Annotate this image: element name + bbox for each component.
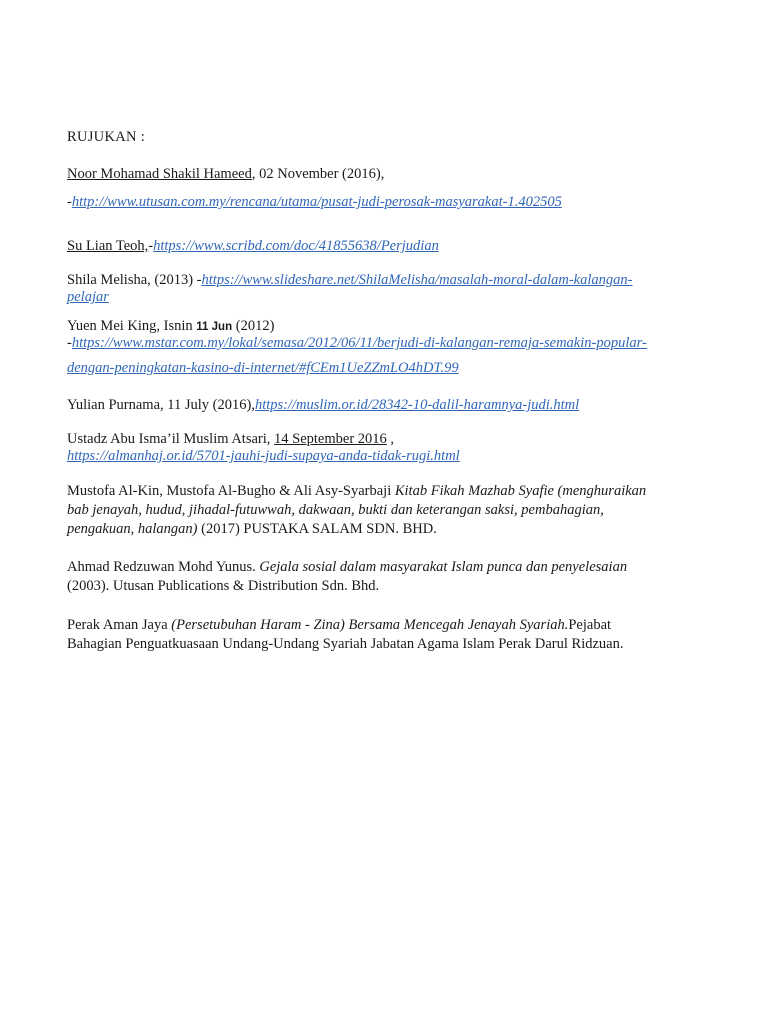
- reference-5: [67, 397, 579, 414]
- reference-4-link-part-2[interactable]: dengan-peningkatan-kasino-di-internet/#fCEm1UeZZmLO4hDT.99: [67, 360, 459, 376]
- reference-9-line-1: [67, 617, 611, 634]
- reference-1-link[interactable]: http://www.utusan.com.my/rencana/utama/pusat-judi-perosak-masyarakat-1.402505: [71, 194, 562, 210]
- references-heading: RUJUKAN :: [67, 129, 146, 145]
- reference-4-link-part-1[interactable]: https://www.mstar.com.my/lokal/semasa/2012/06/11/berjudi-di-kalangan-remaja-semakin-popular-: [71, 335, 647, 351]
- reference-5-link[interactable]: https://muslim.or.id/28342-10-dalil-haramnya-judi.html: [254, 397, 580, 413]
- reference-3-line-1: [67, 272, 632, 289]
- reference-1-author: Noor Mohamad Shakil Hameed: [67, 166, 252, 182]
- reference-9-publisher-part-1: Pejabat: [568, 617, 612, 633]
- reference-4-dash: -: [67, 335, 72, 351]
- reference-6-tail: ,: [386, 431, 395, 447]
- reference-5-author: Yulian Purnama, 11 July (2016),: [67, 397, 255, 413]
- reference-3-author: Shila Melisha, (2013) -: [67, 272, 202, 288]
- reference-2-link[interactable]: https://www.scribd.com/doc/41855638/Perjudian: [153, 238, 439, 254]
- reference-6-line-2: [67, 448, 460, 465]
- reference-7-title-part-2: bab jenayah, hudud, jihadal-futuwwah, dakwaan, bukti dan keterangan saksi, pembahagian,: [67, 502, 604, 518]
- reference-8-author: Ahmad Redzuwan Mohd Yunus.: [67, 559, 256, 575]
- reference-1-line-2: [67, 194, 562, 211]
- reference-7-authors: Mustofa Al-Kin, Mustofa Al-Bugho & Ali Asy-Syarbaji: [67, 483, 392, 499]
- reference-4-line-2: [67, 335, 647, 352]
- reference-6-author: Ustadz Abu Isma’il Muslim Atsari,: [67, 431, 271, 447]
- reference-4-year: (2012): [235, 318, 275, 334]
- reference-4-day: 11 Jun: [196, 321, 233, 333]
- reference-7-title-part-1: Kitab Fikah Mazhab Syafie (menghuraikan: [394, 483, 647, 499]
- reference-4-line-3: [67, 360, 459, 377]
- reference-9-author: Perak Aman Jaya: [67, 617, 168, 633]
- reference-6-date: 14 September 2016: [274, 431, 387, 447]
- reference-3-link-part-1[interactable]: https://www.slideshare.net/ShilaMelisha/masalah-moral-dalam-kalangan-: [201, 272, 633, 288]
- reference-7-line-1: [67, 483, 646, 500]
- reference-1-date: , 02 November (2016),: [251, 166, 385, 182]
- reference-9-title: (Persetubuhan Haram - Zina) Bersama Mencegah Jenayah Syariah.: [171, 617, 569, 633]
- reference-3-link-part-2[interactable]: pelajar: [67, 289, 109, 305]
- reference-2: [67, 238, 439, 255]
- reference-6-line-1: [67, 431, 394, 448]
- reference-7-publisher: (2017) PUSTAKA SALAM SDN. BHD.: [201, 521, 437, 537]
- reference-1-dash: -: [67, 194, 72, 210]
- reference-8-title: Gejala sosial dalam masyarakat Islam punca dan penyelesaian: [259, 559, 628, 575]
- reference-8-publisher: (2003). Utusan Publications & Distribution Sdn. Bhd.: [67, 578, 380, 594]
- reference-7-title-part-3: pengakuan, halangan): [67, 521, 198, 537]
- reference-9-publisher-part-2: Bahagian Penguatkuasaan Undang-Undang Syariah Jabatan Agama Islam Perak Darul Ridzuan.: [67, 636, 624, 652]
- reference-4-author: Yuen Mei King, Isnin: [67, 318, 193, 334]
- reference-1-line-1: [67, 166, 384, 183]
- reference-2-dash: -: [148, 238, 154, 254]
- reference-4-line-1: [67, 318, 274, 336]
- reference-2-author: Su Lian Teoh,: [67, 238, 149, 254]
- reference-8-line-1: [67, 559, 627, 576]
- reference-7-line-3: [67, 521, 437, 538]
- reference-6-link[interactable]: https://almanhaj.or.id/5701-jauhi-judi-supaya-anda-tidak-rugi.html: [67, 448, 460, 464]
- reference-3-line-2: [67, 289, 109, 306]
